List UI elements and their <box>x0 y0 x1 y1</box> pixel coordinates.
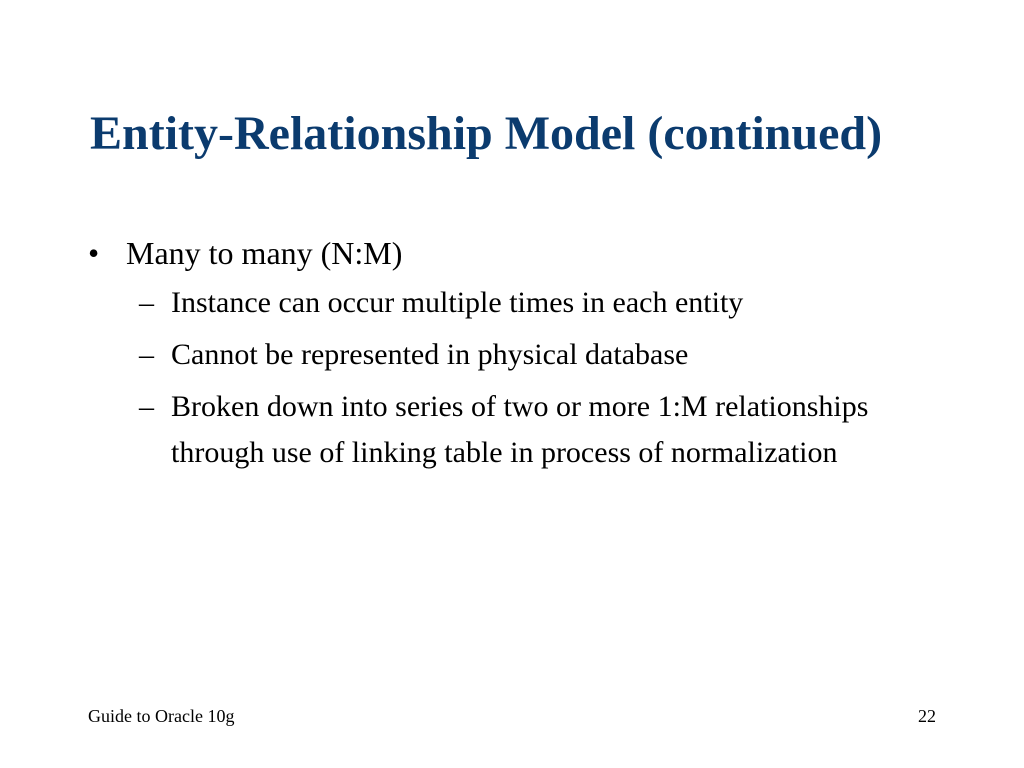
bullet-dot-icon: • <box>88 235 100 271</box>
bullet-list <box>0 232 1024 482</box>
sub-bullet-text: Instance can occur multiple times in each entity <box>171 286 744 319</box>
slide-title: Entity-Relationship Model (continued) <box>90 107 883 160</box>
dash-icon: – <box>139 338 154 371</box>
bullet-text: Many to many (N:M) <box>126 235 403 271</box>
footer-course-title: Guide to Oracle 10g <box>88 706 235 726</box>
sub-bullet-item <box>139 280 951 326</box>
footer-page-number: 22 <box>918 706 936 726</box>
sub-bullet-text: Cannot be represented in physical database <box>171 338 689 371</box>
sub-bullet-item <box>139 384 951 476</box>
sub-bullet-text: Broken down into series of two or more 1:M relationships through use of linking table in process of normalization <box>171 390 869 469</box>
bullet-item <box>88 232 1024 274</box>
dash-icon: – <box>139 286 154 319</box>
sub-bullet-item <box>139 332 951 378</box>
dash-icon: – <box>139 390 154 423</box>
